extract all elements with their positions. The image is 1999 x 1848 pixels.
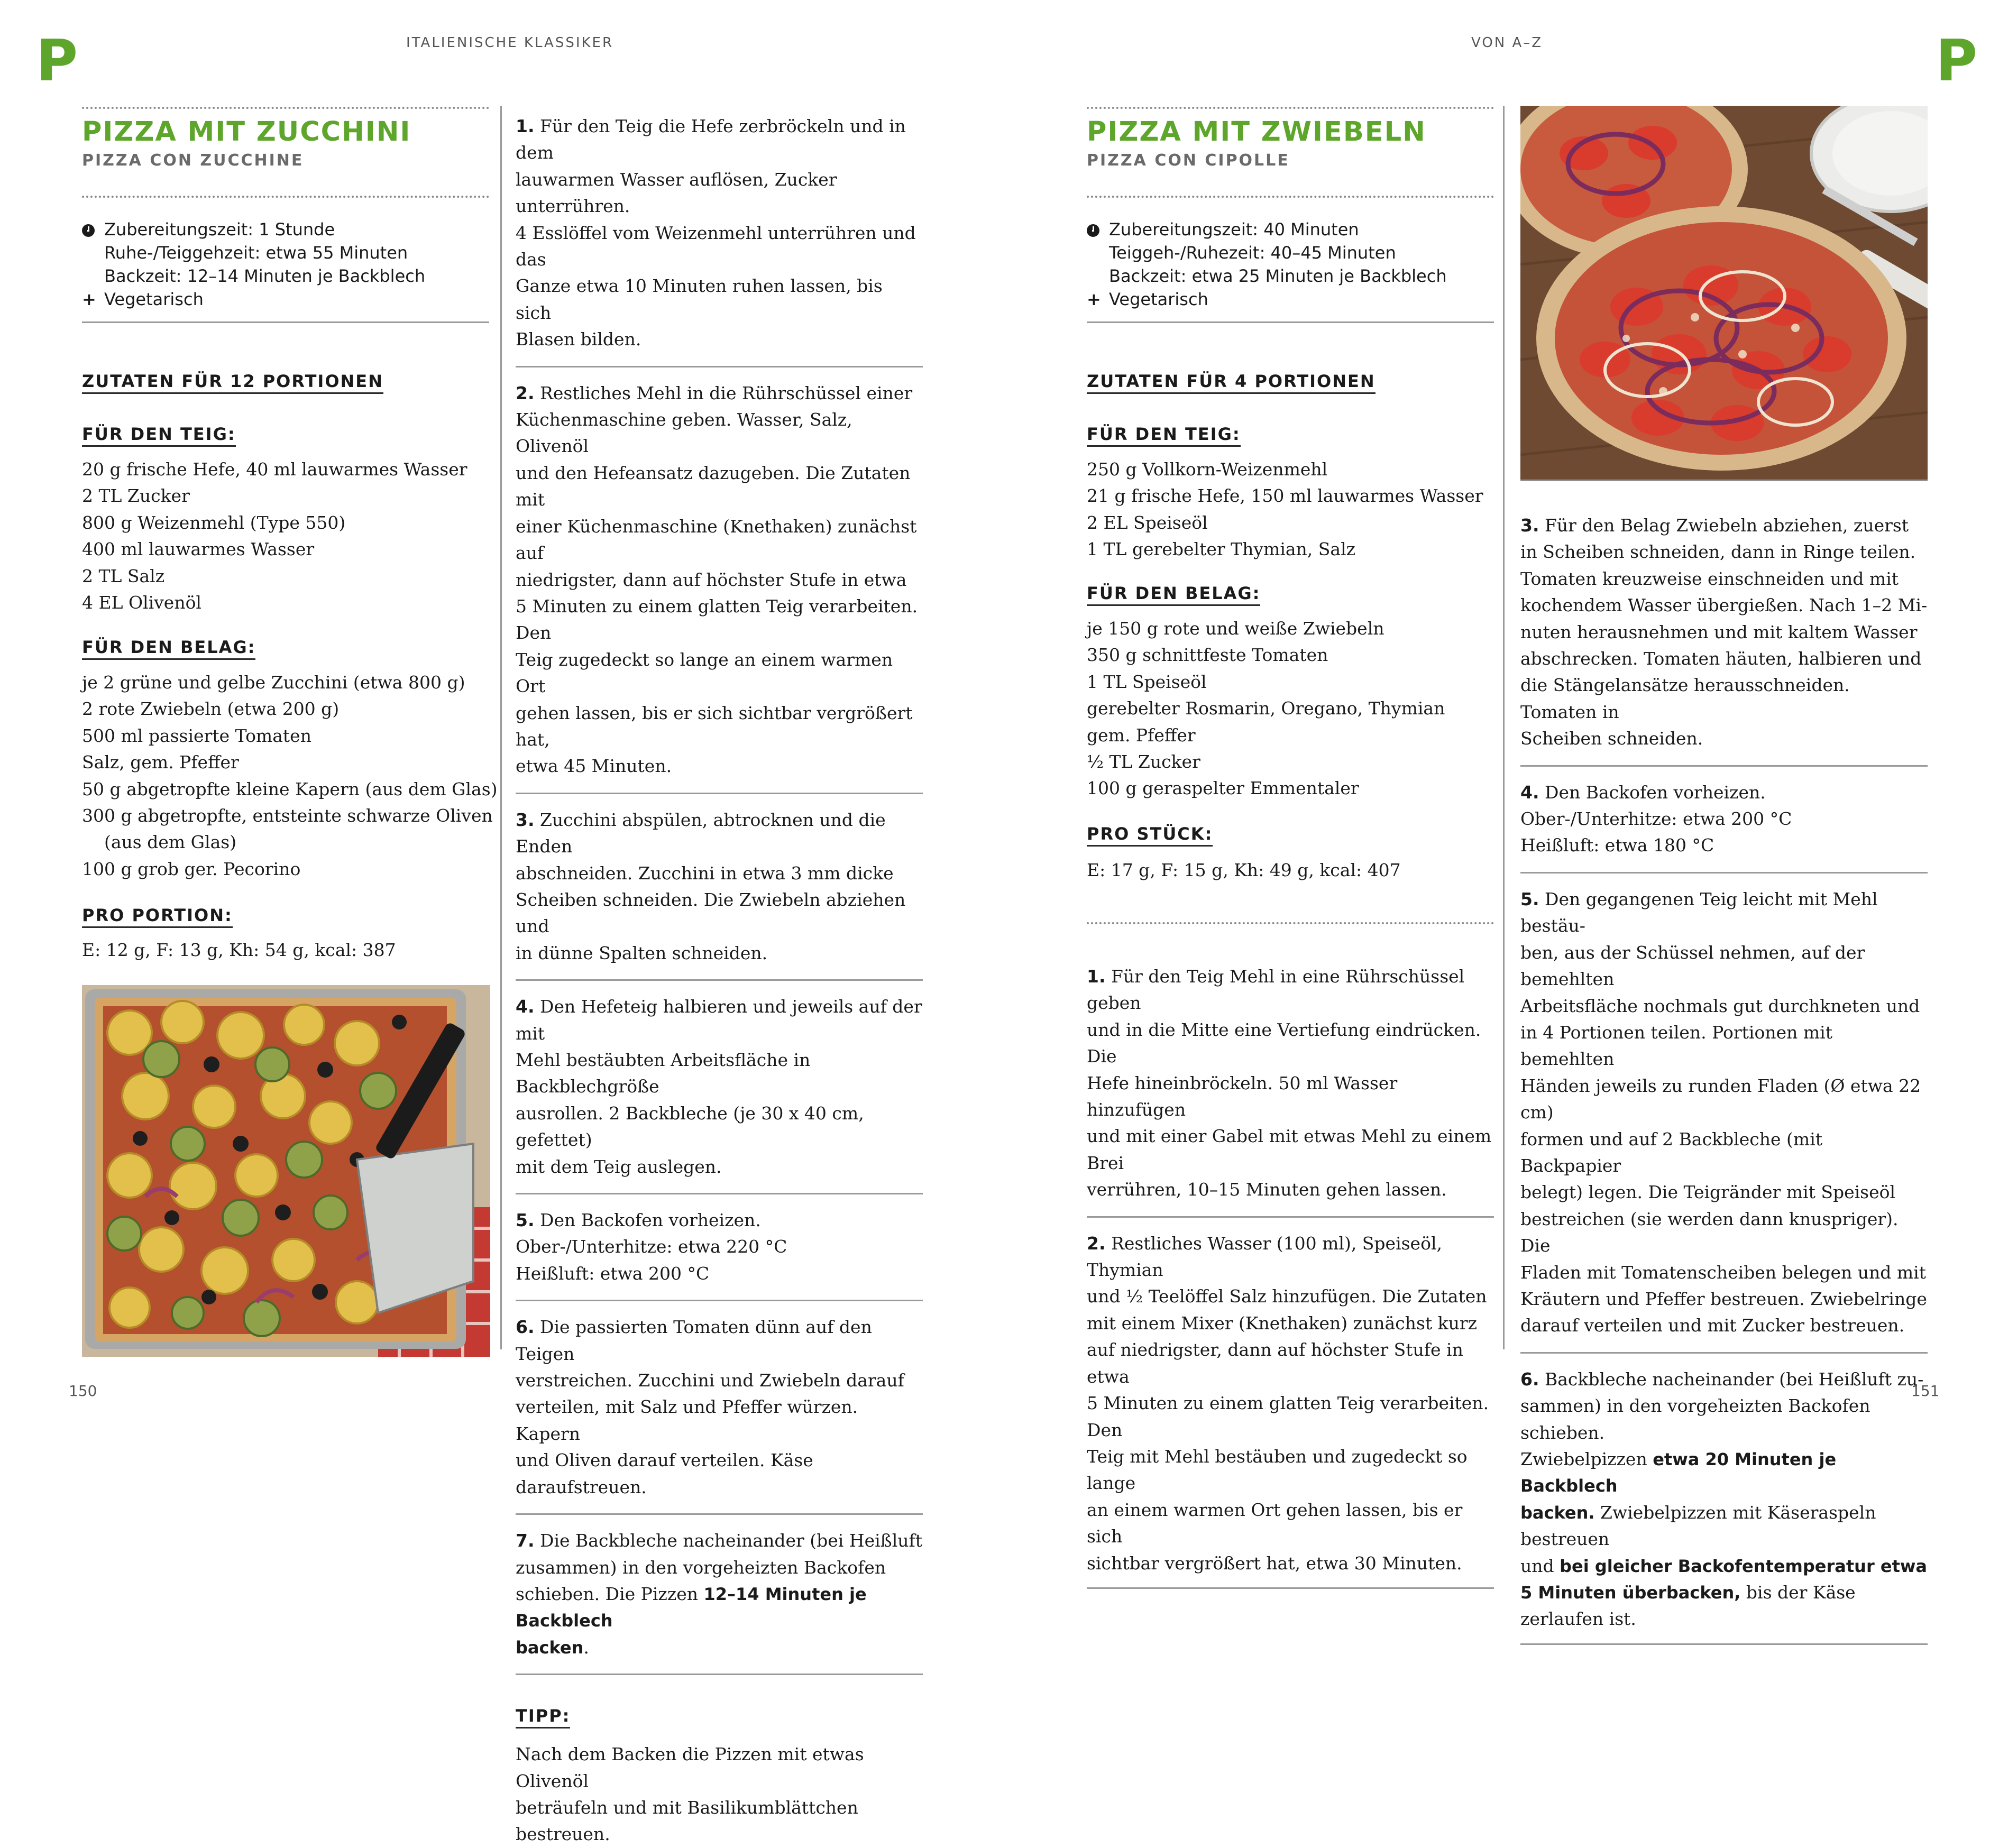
step-7: 7. Die Backbleche nacheinander (bei Heißluft zusammen) in den vorgeheizten Backofen schieben. Die Pizzen 12–14 Minuten je Backblech backen. xyxy=(516,1530,923,1658)
ingredient: 21 g frische Hefe, 150 ml lauwarmes Wasser xyxy=(1087,485,1483,507)
ingredient: 2 TL Zucker xyxy=(82,485,190,507)
rest-time: Ruhe-/Teiggehzeit: etwa 55 Minuten xyxy=(104,243,408,263)
rule xyxy=(1087,1587,1494,1589)
ingredient: 100 g geraspelter Emmentaler xyxy=(1087,778,1359,799)
ingredient: 100 g grob ger. Pecorino xyxy=(82,858,301,879)
column-rule xyxy=(1503,106,1505,1349)
ingredient: 400 ml lauwarmes Wasser xyxy=(82,539,315,560)
rule xyxy=(1520,1352,1928,1354)
rule xyxy=(516,1300,923,1301)
recipe-info xyxy=(1087,218,1494,311)
step-5: 5. Den Backofen vorheizen. Ober-/Unterhitze: etwa 220 °C Heißluft: etwa 200 °C xyxy=(516,1210,787,1284)
clock-icon xyxy=(1087,224,1099,237)
page-number-left: 150 xyxy=(69,1382,97,1400)
rule xyxy=(516,1674,923,1675)
step-6: 6. Backbleche nacheinander (bei Heißluft zu- sammen) in den vorgeheizten Backofen schieben. Zwiebelpizzen etwa 20 Minuten je Backblech backen. Zwiebelpizzen mit Käseraspeln bestreuen und bei gleicher Backofentemperatur etwa 5 Minuten überbacken, bis der Käse zerlaufen ist. xyxy=(1520,1368,1928,1630)
ingredient: 250 g Vollkorn-Weizenmehl xyxy=(1087,459,1328,480)
dotted-rule xyxy=(1087,922,1494,924)
recipe-heading-right xyxy=(1087,117,1494,170)
steps-left xyxy=(516,113,923,1848)
rule xyxy=(82,321,489,323)
rule xyxy=(1520,1643,1928,1645)
rest-time: Teiggeh-/Ruhezeit: 40–45 Minuten xyxy=(1109,243,1396,263)
step-2: 2. Restliches Mehl in die Rührschüssel einer Küchenmaschine geben. Wasser, Salz, Olivenöl und den Hefeansatz dazugeben. Die Zutaten mit einer Küchenmaschine (Knethaken) zunächst auf niedrigster, dann auf höchster Stufe in etwa 5 Minuten zu einem glatten Teig verarbeiten. Den Teig zugedeckt so lange an einem warmen Ort gehen lassen, bis er sich sichtbar vergrößert hat, etwa 45 Minuten. xyxy=(516,382,918,777)
ingredient: gerebelter Rosmarin, Oregano, Thymian xyxy=(1087,698,1445,719)
recipe-heading-left xyxy=(82,117,489,170)
ingredients-heading: ZUTATEN FÜR 4 PORTIONEN xyxy=(1087,371,1376,394)
nutrition-heading: PRO PORTION: xyxy=(82,905,233,928)
prep-time: Zubereitungszeit: 40 Minuten xyxy=(1109,219,1359,240)
dough-ingredients xyxy=(82,456,467,616)
rule xyxy=(516,366,923,367)
ingredient: 800 g Weizenmehl (Type 550) xyxy=(82,512,346,533)
topping-heading: FÜR DEN BELAG: xyxy=(1087,583,1260,606)
ingredient: gem. Pfeffer xyxy=(1087,724,1196,746)
ingredient: 50 g abgetropfte kleine Kapern (aus dem Glas) xyxy=(82,778,498,799)
dough-heading: FÜR DEN TEIG: xyxy=(82,424,236,447)
step-2: 2. Restliches Wasser (100 ml), Speiseöl, Thymian und ½ Teelöffel Salz hinzufügen. Die Zutaten mit einem Mixer (Knethaken) zunächst kurz auf niedrigster, dann auf höchster Stufe in etwa 5 Minuten zu einem glatten Teig verarbeiten. Den Teig mit Mehl bestäuben und zugedeckt so lange an einem warmen Ort gehen lassen, bis er sich sichtbar vergrößert hat, etwa 30 Minuten. xyxy=(1087,1233,1489,1574)
tip-text: Nach dem Backen die Pizzen mit etwas Olivenöl beträufeln und mit Basilikumblättchen bestreuen. xyxy=(516,1744,864,1845)
section-letter-right: P xyxy=(1936,28,1978,94)
dough-ingredients xyxy=(1087,456,1483,563)
steps-right-b xyxy=(1520,512,1928,1645)
rule xyxy=(516,793,923,794)
ingredient: 1 TL Speiseöl xyxy=(1087,671,1207,692)
bake-time: Backzeit: etwa 25 Minuten je Backblech xyxy=(1109,266,1447,286)
bake-time: Backzeit: 12–14 Minuten je Backblech xyxy=(104,266,426,286)
rule xyxy=(1087,1216,1494,1218)
dotted-rule xyxy=(82,107,489,109)
topping-heading: FÜR DEN BELAG: xyxy=(82,637,255,660)
step-1: 1. Für den Teig Mehl in eine Rührschüssel geben und in die Mitte eine Vertiefung eindrücken. Die Hefe hineinbröckeln. 50 ml Wasser hinzufügen und mit einer Gabel mit etwas Mehl zu einem Brei verrühren, 10–15 Minuten gehen lassen. xyxy=(1087,966,1492,1200)
rule xyxy=(1520,872,1928,874)
ingredient: 20 g frische Hefe, 40 ml lauwarmes Wasser xyxy=(82,459,467,480)
recipe-subtitle: PIZZA CON CIPOLLE xyxy=(1087,151,1290,170)
plus-icon: + xyxy=(1087,289,1101,309)
topping-ingredients xyxy=(1087,615,1445,802)
ingredient: 500 ml passierte Tomaten xyxy=(82,725,311,746)
rule xyxy=(516,979,923,981)
step-1: 1. Für den Teig die Hefe zerbröckeln und in dem lauwarmen Wasser auflösen, Zucker unterrühren. 4 Esslöffel vom Weizenmehl unterrühren und das Ganze etwa 10 Minuten ruhen lassen, bis sich Blasen bilden. xyxy=(516,116,916,350)
dotted-rule xyxy=(1087,196,1494,198)
prep-time: Zubereitungszeit: 1 Stunde xyxy=(104,219,335,240)
ingredient: ½ TL Zucker xyxy=(1087,751,1200,773)
column-rule xyxy=(500,106,502,1349)
ingredient: je 2 grüne und gelbe Zucchini (etwa 800 g) xyxy=(82,672,465,693)
recipe-title: PIZZA MIT ZUCCHINI xyxy=(82,116,411,148)
running-head-left: ITALIENISCHE KLASSIKER xyxy=(406,35,614,51)
rule xyxy=(1087,321,1494,323)
ingredient: 2 TL Salz xyxy=(82,565,165,586)
nutrition-heading: PRO STÜCK: xyxy=(1087,824,1213,847)
recipe-info xyxy=(82,218,489,311)
ingredient: 300 g abgetropfte, entsteinte schwarze Oliven xyxy=(82,805,493,826)
ingredient: 2 rote Zwiebeln (etwa 200 g) xyxy=(82,698,340,720)
dotted-rule xyxy=(82,196,489,198)
running-head-right: VON A–Z xyxy=(1471,35,1543,51)
ingredient: (aus dem Glas) xyxy=(104,832,237,853)
rule xyxy=(516,1193,923,1194)
rule xyxy=(1520,765,1928,767)
diet-tag: Vegetarisch xyxy=(104,289,204,309)
recipe-title: PIZZA MIT ZWIEBELN xyxy=(1087,116,1426,148)
ingredient: 4 EL Olivenöl xyxy=(82,592,201,613)
step-4: 4. Den Hefeteig halbieren und jeweils auf der mit Mehl bestäubten Arbeitsfläche in Backblechgröße ausrollen. 2 Backbleche (je 30 x 40 cm, gefettet) mit dem Teig auslegen. xyxy=(516,996,922,1177)
ingredient: 2 EL Speiseöl xyxy=(1087,512,1208,533)
ingredient: 1 TL gerebelter Thymian, Salz xyxy=(1087,539,1356,560)
rule xyxy=(1520,479,1928,481)
topping-ingredients xyxy=(82,669,498,882)
rule xyxy=(516,1513,923,1515)
tip-heading: TIPP: xyxy=(516,1706,570,1729)
step-4: 4. Den Backofen vorheizen. Ober-/Unterhitze: etwa 200 °C Heißluft: etwa 180 °C xyxy=(1520,782,1792,856)
ingredient: je 150 g rote und weiße Zwiebeln xyxy=(1087,618,1384,639)
ingredient: 350 g schnittfeste Tomaten xyxy=(1087,645,1328,666)
ingredient: Salz, gem. Pfeffer xyxy=(82,752,239,773)
nutrition-values: E: 12 g, F: 13 g, Kh: 54 g, kcal: 387 xyxy=(82,940,396,960)
diet-tag: Vegetarisch xyxy=(1109,289,1208,309)
steps-right-a xyxy=(1087,963,1494,1589)
dotted-rule xyxy=(1087,107,1494,109)
onion-pizza-photo xyxy=(1520,106,1928,479)
step-6: 6. Die passierten Tomaten dünn auf den Teigen verstreichen. Zucchini und Zwiebeln darauf verteilen, mit Salz und Pfeffer würzen. Kapern und Oliven darauf verteilen. Käse daraufstreuen. xyxy=(516,1317,904,1497)
step-3: 3. Zucchini abspülen, abtrocknen und die Enden abschneiden. Zucchini in etwa 3 mm dicke Scheiben schneiden. Die Zwiebeln abziehen und in dünne Spalten schneiden. xyxy=(516,809,906,963)
dough-heading: FÜR DEN TEIG: xyxy=(1087,424,1241,447)
section-letter-left: P xyxy=(36,28,78,94)
plus-icon: + xyxy=(82,289,96,309)
recipe-subtitle: PIZZA CON ZUCCHINE xyxy=(82,151,304,170)
ingredients-heading: ZUTATEN FÜR 12 PORTIONEN xyxy=(82,371,383,394)
nutrition-values: E: 17 g, F: 15 g, Kh: 49 g, kcal: 407 xyxy=(1087,860,1401,880)
step-3: 3. Für den Belag Zwiebeln abziehen, zuerst in Scheiben schneiden, dann in Ringe teilen. Tomaten kreuzweise einschneiden und mit kochendem Wasser übergießen. Nach 1–2 Mi- nuten herausnehmen und mit kaltem Wasser abschrecken. Tomaten häuten, halbieren und die Stängelansätze herausschneiden. Tomaten in Scheiben schneiden. xyxy=(1520,515,1928,749)
clock-icon xyxy=(82,224,95,237)
step-5: 5. Den gegangenen Teig leicht mit Mehl bestäu- ben, aus der Schüssel nehmen, auf der bemehlten Arbeitsfläche nochmals gut durchkneten und in 4 Portionen teilen. Portionen mit bemehlten Händen jeweils zu runden Fladen (Ø etwa 22 cm) formen und auf 2 Backbleche (mit Backpapier belegt) legen. Die Teigränder mit Speiseöl bestreichen (sie werden dann knuspriger). Die Fladen mit Tomatenscheiben belegen und mit Kräutern und Pfeffer bestreuen. Zwiebelringe darauf verteilen und mit Zucker bestreuen. xyxy=(1520,888,1927,1336)
zucchini-pizza-photo xyxy=(82,985,490,1357)
page-number-right: 151 xyxy=(1911,1382,1940,1400)
